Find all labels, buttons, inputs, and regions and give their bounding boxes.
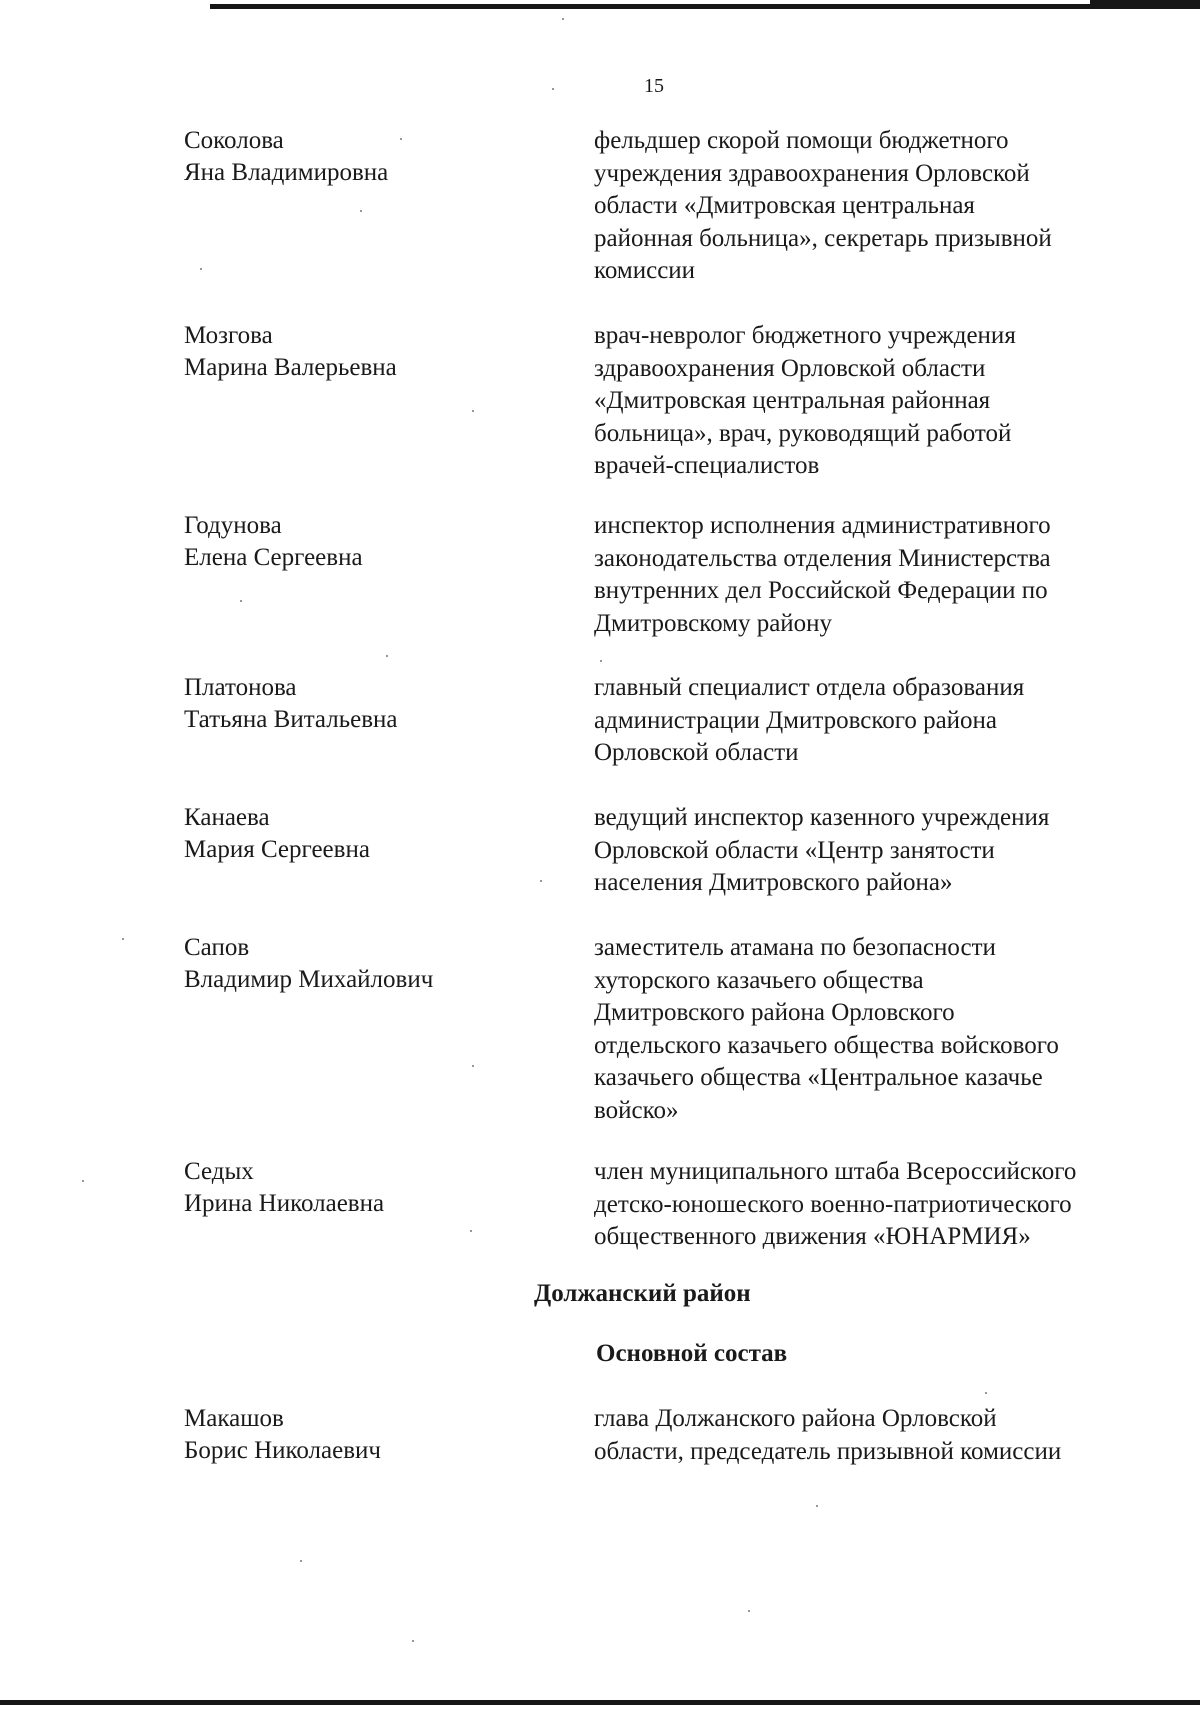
member-name: Канаева Мария Сергеевна [184,804,370,863]
member-name: Сапов Владимир Михайлович [184,934,434,993]
scan-speck [472,1065,474,1067]
scan-speck [360,210,362,212]
member-name: Годунова Елена Сергеевна [184,512,363,571]
bottom-border-line [0,1700,1200,1705]
scan-speck [540,880,542,882]
scan-speck [985,1392,987,1394]
district-heading: Должанский район [534,1280,751,1307]
member-position: глава Должанского района Орловской области, председатель призывной комиссии [594,1405,1062,1465]
scan-speck [748,1610,750,1612]
member-position: ведущий инспектор казенного учреждения Орловской области «Центр занятости населения Дмитровского района» [594,804,1050,896]
scan-speck [300,1560,302,1562]
member-position: главный специалист отдела образования администрации Дмитровского района Орловской области [594,674,1025,766]
scan-speck [200,268,202,270]
scan-speck [472,410,474,412]
scan-speck [400,138,402,140]
scan-speck [412,1640,414,1642]
scan-speck [470,1230,472,1232]
top-border-line [210,4,1200,9]
scan-speck [562,18,564,20]
scan-speck [240,600,242,602]
member-name: Соколова Яна Владимировна [184,127,389,186]
member-position: член муниципального штаба Всероссийского детско-юношеского военно-патриотического общественного движения «ЮНАРМИЯ» [594,1158,1077,1250]
member-position: врач-невролог бюджетного учреждения здравоохранения Орловской области «Дмитровская центральная районная больница», врач, руководящий работой врачей-специалистов [594,322,1016,479]
top-border-line-edge [1090,0,1200,4]
scan-speck [816,1505,818,1507]
member-position: фельдшер скорой помощи бюджетного учреждения здравоохранения Орловской области «Дмитровская центральная районная больница», секретарь призывной комиссии [594,127,1052,284]
scan-speck [552,88,554,90]
section-subheading: Основной состав [596,1340,788,1367]
member-position: заместитель атамана по безопасности хуторского казачьего общества Дмитровского района Орловского отдельского казачьего общества войскового казачьего общества «Центральное казачье войско» [594,934,1059,1124]
scan-speck [386,655,388,657]
member-name: Платонова Татьяна Витальевна [184,674,398,733]
scan-speck [600,660,602,662]
scan-speck [82,1180,84,1182]
scan-speck [122,938,124,940]
member-position: инспектор исполнения административного законодательства отделения Министерства внутренних дел Российской Федерации по Дмитровскому району [594,512,1051,637]
member-name: Седых Ирина Николаевна [184,1158,385,1217]
member-name: Мозгова Марина Валерьевна [184,322,397,381]
page-number: 15 [644,75,664,97]
member-name: Макашов Борис Николаевич [184,1405,381,1464]
